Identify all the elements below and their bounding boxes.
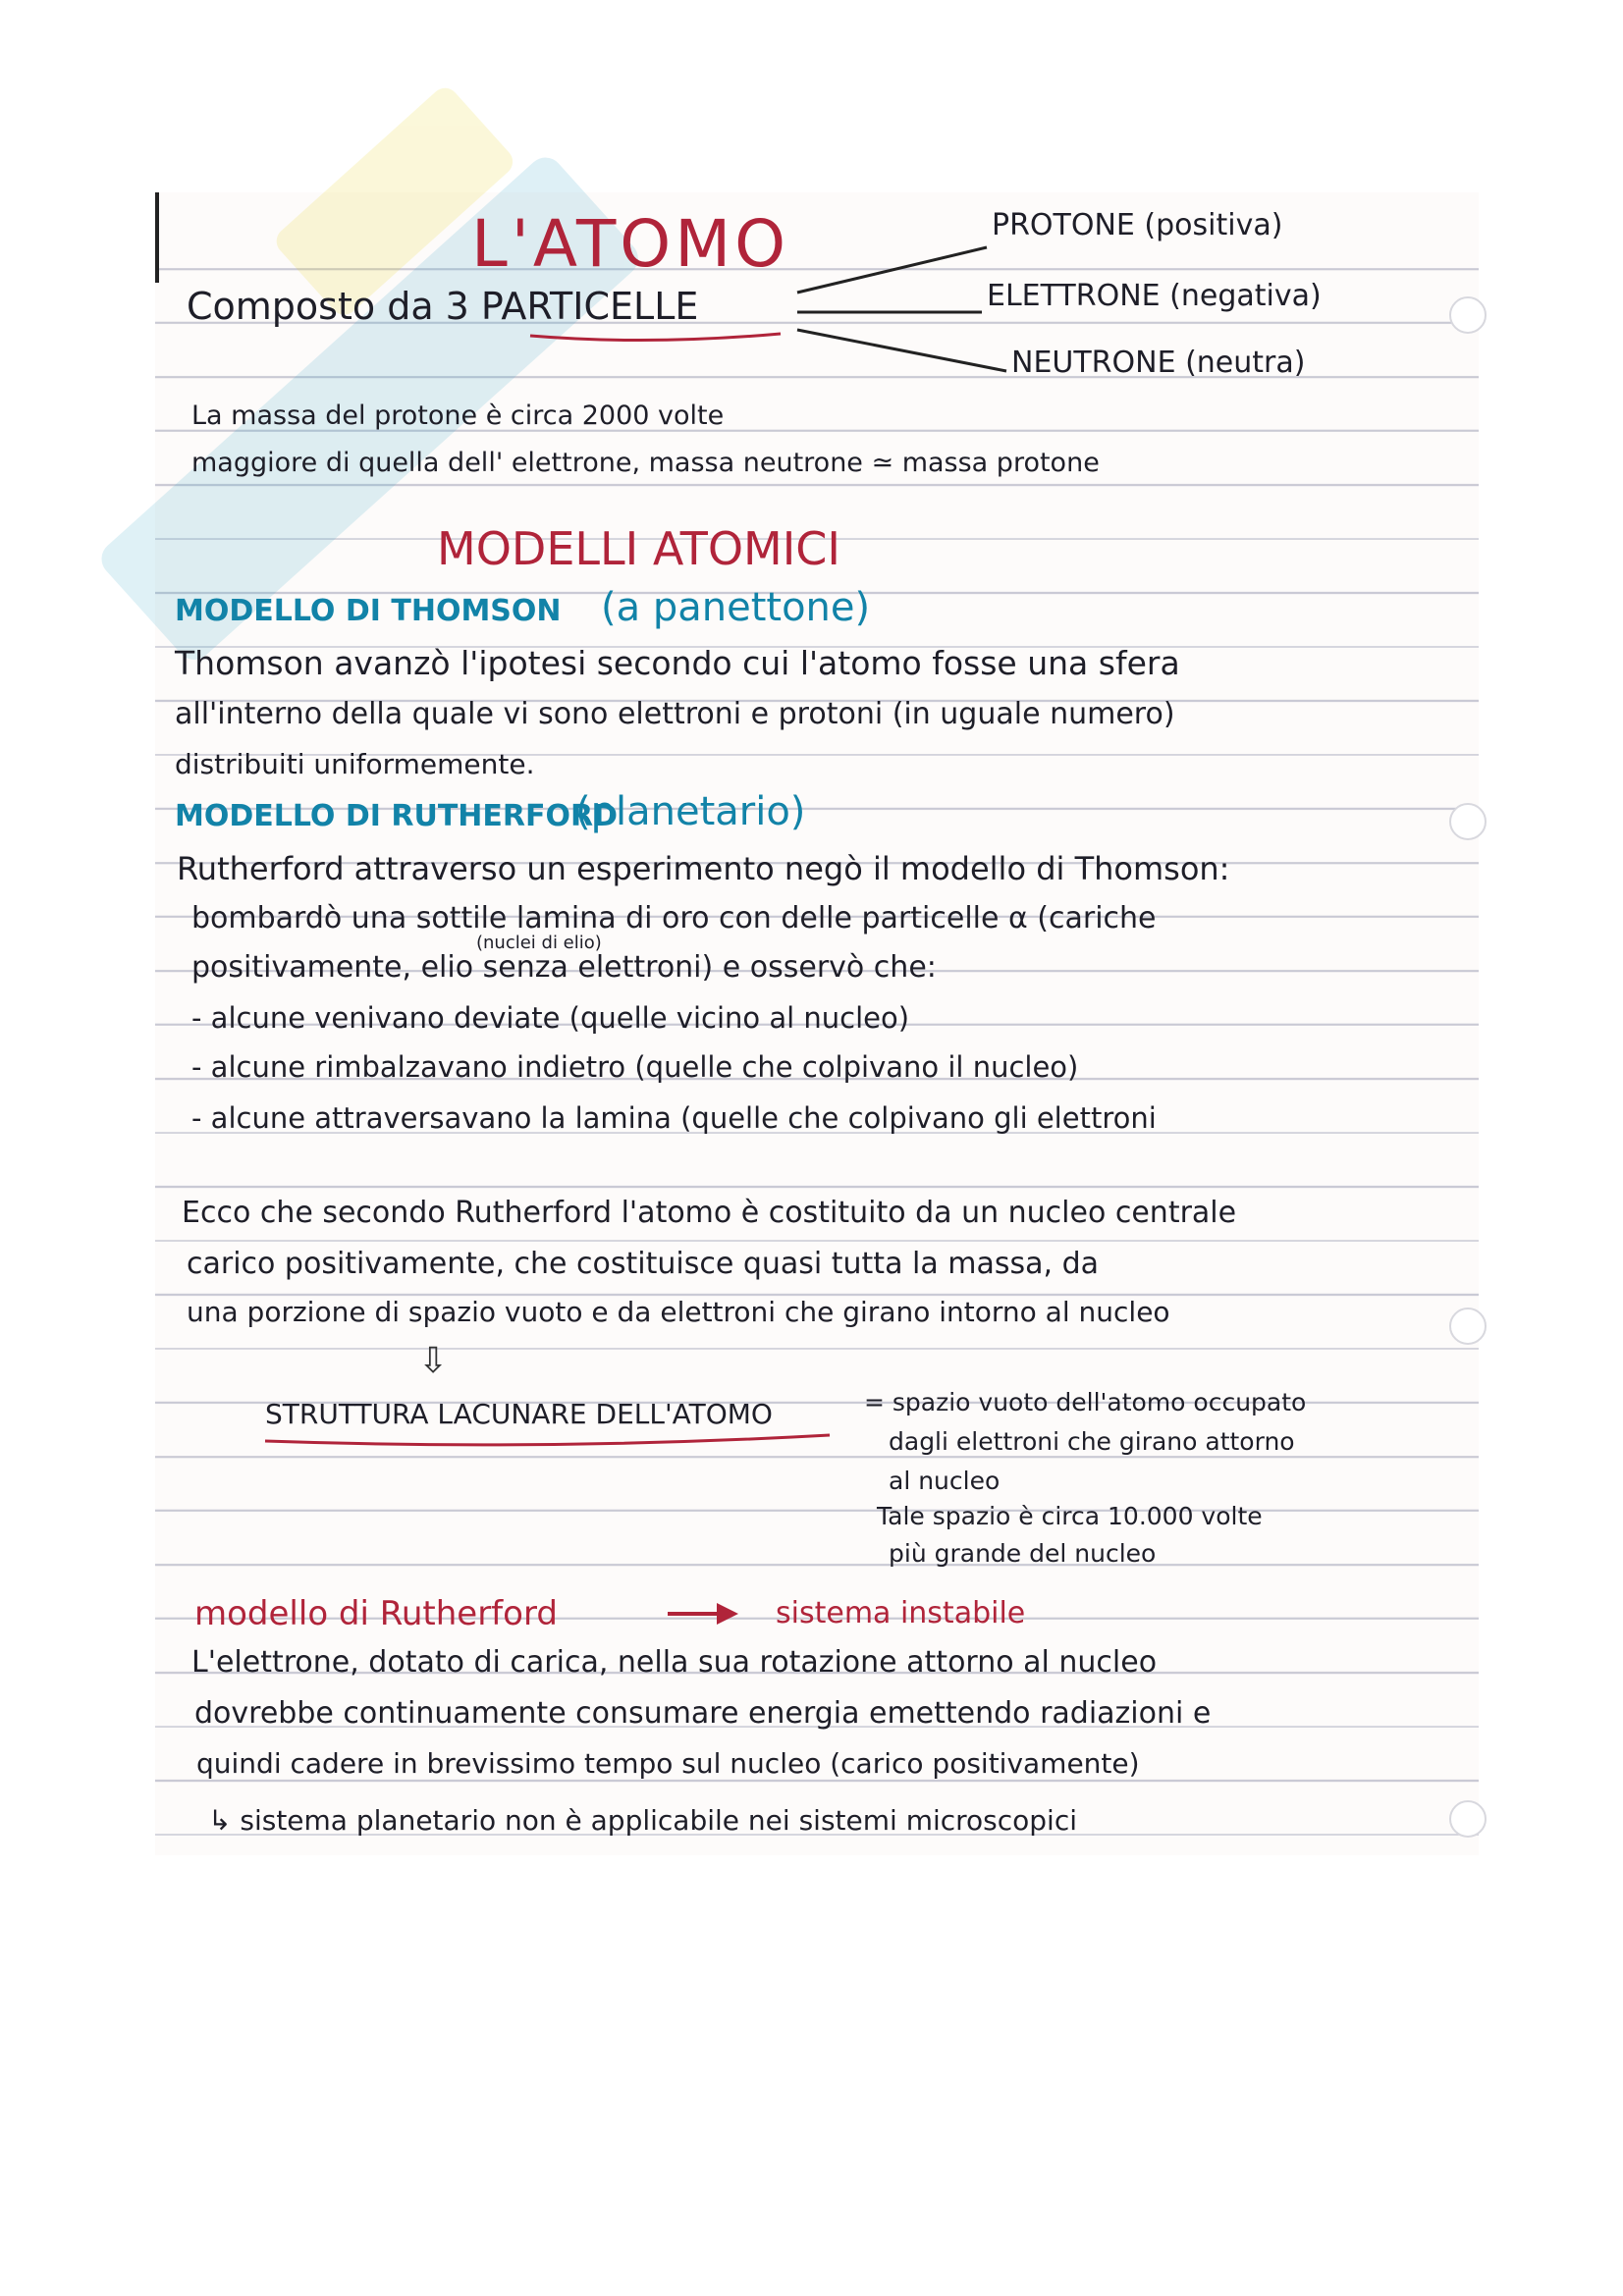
rutherford-heading: MODELLO DI RUTHERFORD (175, 799, 618, 833)
section-title: MODELLI ATOMICI (437, 522, 840, 575)
struttura-underline (265, 1435, 830, 1445)
connector-line (797, 330, 1006, 371)
rutherford-line: Rutherford attraverso un esperimento negò il modello di Thomson: (177, 850, 1230, 887)
down-arrow-icon: ⇩ (418, 1341, 449, 1381)
instabile-title: modello di Rutherford (194, 1594, 558, 1633)
rutherford-bullet: - alcune attraversavano la lamina (quelle che colpivano gli elettroni (191, 1101, 1157, 1135)
thomson-subtitle: (a panettone) (601, 585, 871, 630)
right-arrow-icon (717, 1603, 738, 1625)
struttura-definition: dagli elettroni che girano attorno (889, 1427, 1295, 1456)
rutherford-bullet: - alcune venivano deviate (quelle vicino al nucleo) (191, 1001, 910, 1035)
thomson-line: distribuiti uniformemente. (175, 748, 535, 780)
thomson-line: Thomson avanzò l'ipotesi secondo cui l'atomo fosse una sfera (175, 644, 1180, 682)
instabile-line: ↳ sistema planetario non è applicabile nei sistemi microscopici (208, 1804, 1078, 1837)
mass-note-line: maggiore di quella dell' elettrone, massa neutrone ≃ massa protone (191, 448, 1100, 478)
connector-line (797, 247, 987, 293)
composed-text: Composto da 3 PARTICELLE (187, 285, 699, 328)
instabile-line: quindi cadere in brevissimo tempo sul nucleo (carico positivamente) (196, 1747, 1140, 1780)
thomson-heading: MODELLO DI THOMSON (175, 594, 562, 628)
struttura-definition: = spazio vuoto dell'atomo occupato (864, 1388, 1307, 1416)
particle-electron: ELETTRONE (negativa) (987, 279, 1322, 313)
thomson-line: all'interno della quale vi sono elettroni e protoni (in uguale numero) (175, 697, 1175, 731)
rutherford-bullet: - alcune rimbalzavano indietro (quelle che colpivano il nucleo) (191, 1050, 1079, 1084)
page-title: L'ATOMO (471, 206, 790, 282)
particelle-underline (530, 334, 781, 341)
mass-note-line: La massa del protone è circa 2000 volte (191, 400, 725, 431)
instabile-line: dovrebbe continuamente consumare energia emettendo radiazioni e (194, 1696, 1212, 1731)
struttura-definition: al nucleo (889, 1467, 1001, 1495)
rutherford-line: positivamente, elio senza elettroni) e osservò che: (191, 950, 937, 985)
rutherford-conclusion: Ecco che secondo Rutherford l'atomo è costituito da un nucleo centrale (182, 1196, 1237, 1230)
rutherford-subtitle: (planetario) (575, 789, 806, 834)
struttura-definition: più grande del nucleo (889, 1539, 1157, 1568)
particle-neutron: NEUTRONE (neutra) (1011, 346, 1306, 380)
rutherford-conclusion: una porzione di spazio vuoto e da elettroni che girano intorno al nucleo (187, 1296, 1170, 1328)
particle-proton: PROTONE (positiva) (992, 208, 1283, 242)
instabile-line: L'elettrone, dotato di carica, nella sua rotazione attorno al nucleo (191, 1645, 1158, 1680)
instabile-result: sistema instabile (776, 1596, 1026, 1630)
rutherford-annotation: (nuclei di elio) (476, 933, 602, 953)
struttura-definition: Tale spazio è circa 10.000 volte (877, 1502, 1263, 1530)
rutherford-conclusion: carico positivamente, che costituisce quasi tutta la massa, da (187, 1247, 1099, 1281)
rutherford-line: bombardò una sottile lamina di oro con delle particelle α (cariche (191, 901, 1157, 935)
struttura-label: STRUTTURA LACUNARE DELL'ATOMO (265, 1398, 773, 1430)
